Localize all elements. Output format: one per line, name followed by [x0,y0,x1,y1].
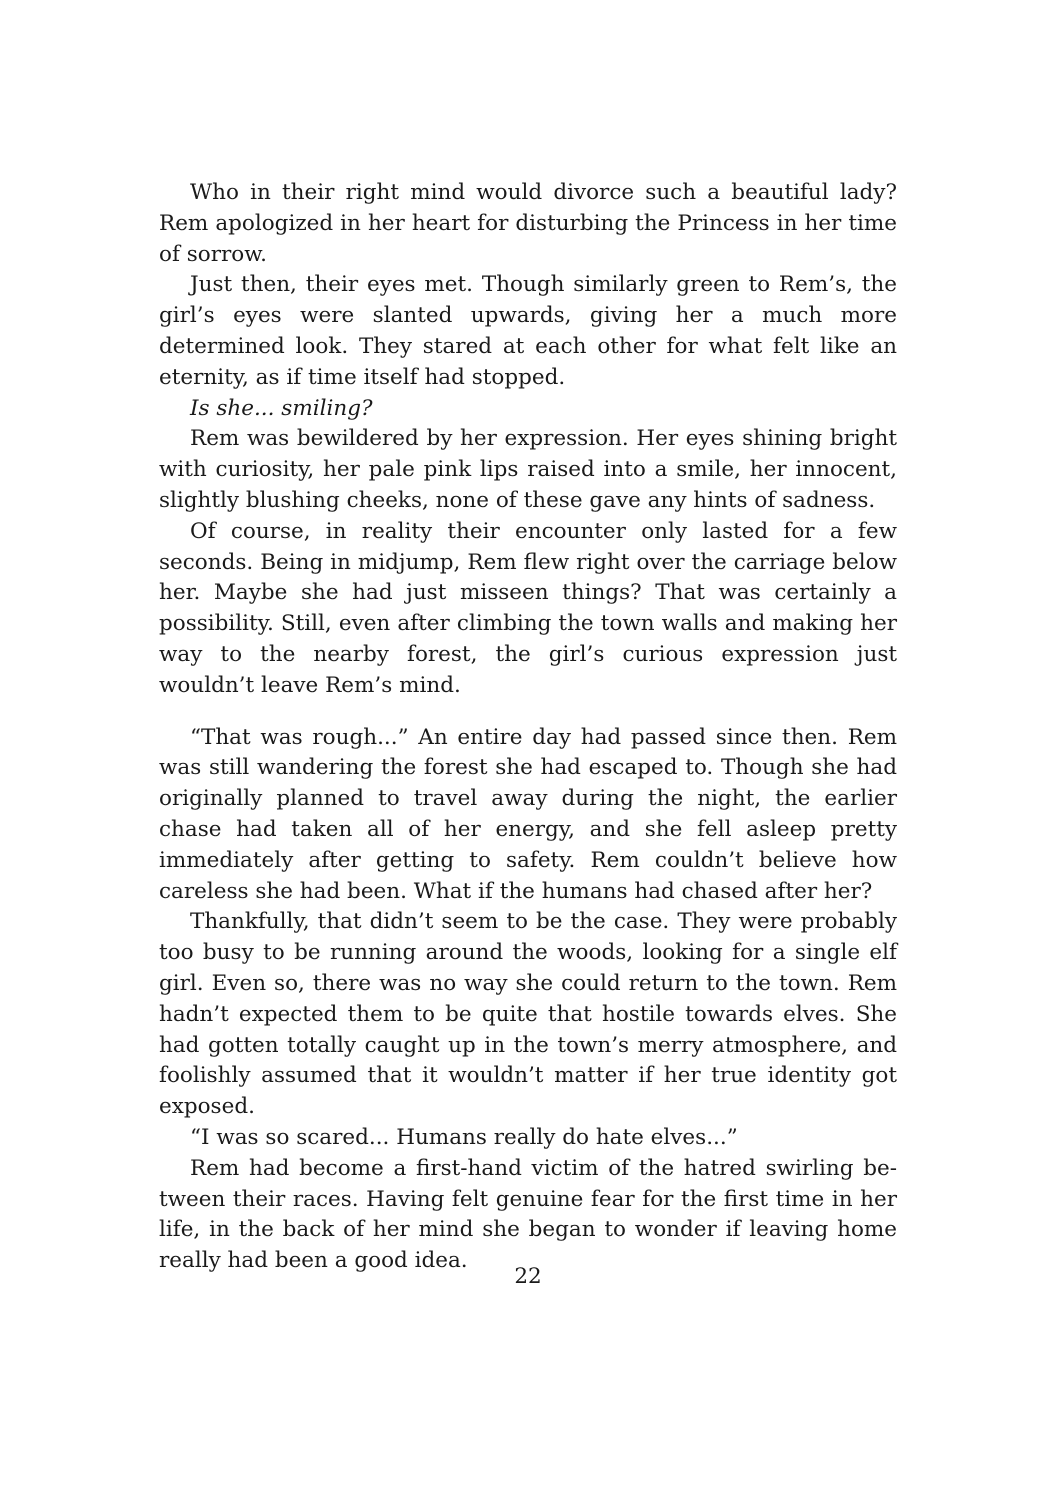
section-break [159,702,897,723]
paragraph-8-dialogue: “I was so scared... Humans really do hate elves...” [190,1124,738,1150]
paragraph-6: “That was rough...” An entire day had passed since then. Rem was still wandering the forest she had escaped to. Though she had originally planned to travel away during the night, the earlier chase had taken all of her energy, and she fell asleep pretty immediately after getting to safety. Rem couldn’t believe how careless she had been. What if the humans had chased after her? [159,724,897,904]
paragraph-4: Rem was bewildered by her expression. Her eyes shining bright with curiosity, her pale pink lips raised into a smile, her innocent, slightly blushing cheeks, none of these gave any hints of sadness. [159,426,897,513]
page-body [159,178,897,1277]
paragraph-9: Rem had become a first-hand victim of the hatred swirling between their races. Having felt genuine fear for the first time in her life, in the back of her mind she began to wonder if leaving home really had been a good idea. [159,1155,897,1274]
page-number: 22 [514,1264,542,1289]
paragraph-1: Who in their right mind would divorce such a beautiful lady? Rem apologized in her heart for disturbing the Princess in her time of sorrow. [159,180,897,267]
paragraph-3-italic-thought: Is she... smiling? [190,395,373,421]
paragraph-2: Just then, their eyes met. Though similarly green to Rem’s, the girl’s eyes were slanted upwards, giving her a much more determined look. They stared at each other for what felt like an eternity, as if time itself had stopped. [159,272,897,390]
paragraph-7: Thankfully, that didn’t seem to be the case. They were probably too busy to be running around the woods, looking for a single elf girl. Even so, there was no way she could return to the town. Rem hadn’t expected them to be quite that hostile towards elves. She had gotten totally caught up in the town’s merry atmosphere, and foolishly assumed that it wouldn’t matter if her true identity got exposed. [159,909,897,1120]
paragraph-5: Of course, in reality their encounter only lasted for a few seconds. Being in midjump, Rem flew right over the carriage below her. Maybe she had just misseen things? That was certainly a possibility. Still, even after climbing the town walls and making her way to the nearby forest, the girl’s curious expression just wouldn’t leave Rem’s mind. [159,518,897,698]
